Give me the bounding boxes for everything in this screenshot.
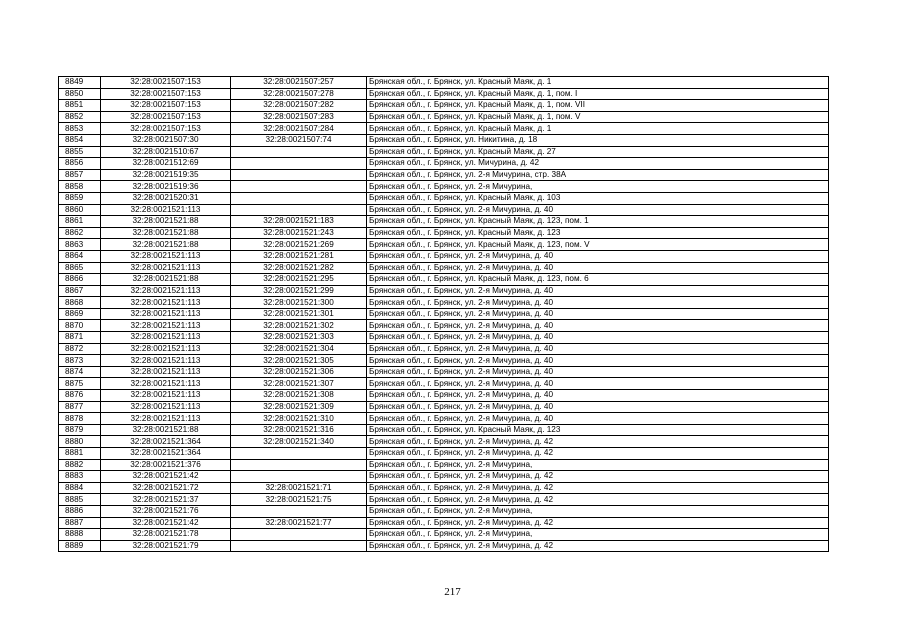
row-number-cell: 8876 [59, 390, 101, 402]
object-number-cell: 32:28:0021507:284 [231, 123, 367, 135]
parcel-number-cell: 32:28:0021510:67 [101, 146, 231, 158]
row-number-cell: 8861 [59, 216, 101, 228]
parcel-number-cell: 32:28:0021521:88 [101, 227, 231, 239]
address-cell: Брянская обл., г. Брянск, ул. 2-я Мичурина, [367, 505, 829, 517]
row-number-cell: 8858 [59, 181, 101, 193]
object-number-cell: 32:28:0021521:307 [231, 378, 367, 390]
address-cell: Брянская обл., г. Брянск, ул. 2-я Мичурина, д. 40 [367, 366, 829, 378]
parcel-number-cell: 32:28:0021521:376 [101, 459, 231, 471]
page-number: 217 [444, 586, 461, 598]
row-number-cell: 8877 [59, 401, 101, 413]
parcel-number-cell: 32:28:0021521:364 [101, 448, 231, 460]
row-number-cell: 8872 [59, 343, 101, 355]
object-number-cell [231, 505, 367, 517]
parcel-number-cell: 32:28:0021507:153 [101, 123, 231, 135]
address-cell: Брянская обл., г. Брянск, ул. 2-я Мичурина, д. 40 [367, 285, 829, 297]
row-number-cell: 8882 [59, 459, 101, 471]
object-number-cell [231, 471, 367, 483]
row-number-cell: 8875 [59, 378, 101, 390]
parcel-number-cell: 32:28:0021520:31 [101, 192, 231, 204]
object-number-cell: 32:28:0021521:71 [231, 482, 367, 494]
table-row [59, 308, 829, 320]
parcel-number-cell: 32:28:0021521:72 [101, 482, 231, 494]
object-number-cell [231, 529, 367, 541]
row-number-cell: 8849 [59, 77, 101, 89]
parcel-number-cell: 32:28:0021521:79 [101, 540, 231, 552]
table-row [59, 343, 829, 355]
parcel-number-cell: 32:28:0021521:42 [101, 471, 231, 483]
object-number-cell: 32:28:0021521:281 [231, 250, 367, 262]
row-number-cell: 8881 [59, 448, 101, 460]
object-number-cell: 32:28:0021507:282 [231, 100, 367, 112]
parcel-number-cell: 32:28:0021519:36 [101, 181, 231, 193]
row-number-cell: 8883 [59, 471, 101, 483]
parcel-number-cell: 32:28:0021521:88 [101, 274, 231, 286]
parcel-number-cell: 32:28:0021521:113 [101, 366, 231, 378]
object-number-cell: 32:28:0021521:301 [231, 308, 367, 320]
address-cell: Брянская обл., г. Брянск, ул. 2-я Мичурина, д. 42 [367, 540, 829, 552]
address-cell: Брянская обл., г. Брянск, ул. Красный Маяк, д. 1, пом. V [367, 111, 829, 123]
table-row [59, 88, 829, 100]
parcel-number-cell: 32:28:0021521:88 [101, 239, 231, 251]
address-cell: Брянская обл., г. Брянск, ул. Красный Маяк, д. 1, пом. I [367, 88, 829, 100]
row-number-cell: 8864 [59, 250, 101, 262]
object-number-cell: 32:28:0021521:75 [231, 494, 367, 506]
object-number-cell [231, 169, 367, 181]
object-number-cell: 32:28:0021521:308 [231, 390, 367, 402]
table-row [59, 216, 829, 228]
object-number-cell: 32:28:0021521:269 [231, 239, 367, 251]
address-cell: Брянская обл., г. Брянск, ул. Красный Маяк, д. 103 [367, 192, 829, 204]
parcel-number-cell: 32:28:0021507:30 [101, 134, 231, 146]
table-row [59, 262, 829, 274]
table-row [59, 529, 829, 541]
table-row [59, 540, 829, 552]
table-row [59, 192, 829, 204]
table-row [59, 366, 829, 378]
object-number-cell: 32:28:0021521:309 [231, 401, 367, 413]
table-row [59, 424, 829, 436]
object-number-cell: 32:28:0021521:299 [231, 285, 367, 297]
table-row [59, 390, 829, 402]
address-cell: Брянская обл., г. Брянск, ул. Красный Маяк, д. 123, пом. 6 [367, 274, 829, 286]
address-cell: Брянская обл., г. Брянск, ул. 2-я Мичурина, [367, 459, 829, 471]
parcel-number-cell: 32:28:0021521:113 [101, 378, 231, 390]
table-row [59, 123, 829, 135]
address-cell: Брянская обл., г. Брянск, ул. 2-я Мичурина, стр. 38А [367, 169, 829, 181]
table-row [59, 239, 829, 251]
parcel-number-cell: 32:28:0021519:35 [101, 169, 231, 181]
parcel-number-cell: 32:28:0021521:113 [101, 355, 231, 367]
object-number-cell: 32:28:0021507:278 [231, 88, 367, 100]
address-cell: Брянская обл., г. Брянск, ул. Красный Маяк, д. 27 [367, 146, 829, 158]
table-row [59, 413, 829, 425]
table-row [59, 285, 829, 297]
row-number-cell: 8884 [59, 482, 101, 494]
table-row [59, 471, 829, 483]
table-row [59, 146, 829, 158]
cadastral-table-body [59, 77, 829, 552]
address-cell: Брянская обл., г. Брянск, ул. 2-я Мичурина, д. 40 [367, 413, 829, 425]
row-number-cell: 8886 [59, 505, 101, 517]
row-number-cell: 8853 [59, 123, 101, 135]
table-row [59, 274, 829, 286]
table-row [59, 250, 829, 262]
parcel-number-cell: 32:28:0021521:113 [101, 204, 231, 216]
object-number-cell: 32:28:0021521:295 [231, 274, 367, 286]
parcel-number-cell: 32:28:0021521:113 [101, 320, 231, 332]
address-cell: Брянская обл., г. Брянск, ул. Красный Маяк, д. 123, пом. V [367, 239, 829, 251]
row-number-cell: 8887 [59, 517, 101, 529]
address-cell: Брянская обл., г. Брянск, ул. 2-я Мичурина, д. 40 [367, 401, 829, 413]
address-cell: Брянская обл., г. Брянск, ул. 2-я Мичурина, д. 40 [367, 308, 829, 320]
row-number-cell: 8879 [59, 424, 101, 436]
address-cell: Брянская обл., г. Брянск, ул. 2-я Мичурина, [367, 181, 829, 193]
table-row [59, 297, 829, 309]
table-row [59, 111, 829, 123]
object-number-cell: 32:28:0021521:243 [231, 227, 367, 239]
address-cell: Брянская обл., г. Брянск, ул. 2-я Мичурина, д. 40 [367, 320, 829, 332]
parcel-number-cell: 32:28:0021521:113 [101, 285, 231, 297]
row-number-cell: 8870 [59, 320, 101, 332]
object-number-cell: 32:28:0021521:305 [231, 355, 367, 367]
object-number-cell: 32:28:0021521:282 [231, 262, 367, 274]
parcel-number-cell: 32:28:0021521:113 [101, 262, 231, 274]
row-number-cell: 8854 [59, 134, 101, 146]
object-number-cell: 32:28:0021521:306 [231, 366, 367, 378]
address-cell: Брянская обл., г. Брянск, ул. 2-я Мичурина, д. 42 [367, 448, 829, 460]
address-cell: Брянская обл., г. Брянск, ул. 2-я Мичурина, д. 42 [367, 517, 829, 529]
address-cell: Брянская обл., г. Брянск, ул. 2-я Мичурина, д. 40 [367, 355, 829, 367]
row-number-cell: 8865 [59, 262, 101, 274]
object-number-cell: 32:28:0021521:183 [231, 216, 367, 228]
address-cell: Брянская обл., г. Брянск, ул. Красный Маяк, д. 123 [367, 227, 829, 239]
parcel-number-cell: 32:28:0021521:113 [101, 250, 231, 262]
object-number-cell: 32:28:0021521:303 [231, 332, 367, 344]
parcel-number-cell: 32:28:0021507:153 [101, 77, 231, 89]
address-cell: Брянская обл., г. Брянск, ул. Красный Маяк, д. 123 [367, 424, 829, 436]
address-cell: Брянская обл., г. Брянск, ул. 2-я Мичурина, д. 42 [367, 436, 829, 448]
row-number-cell: 8868 [59, 297, 101, 309]
object-number-cell [231, 448, 367, 460]
parcel-number-cell: 32:28:0021507:153 [101, 100, 231, 112]
address-cell: Брянская обл., г. Брянск, ул. Красный Маяк, д. 1 [367, 77, 829, 89]
address-cell: Брянская обл., г. Брянск, ул. 2-я Мичурина, д. 40 [367, 343, 829, 355]
address-cell: Брянская обл., г. Брянск, ул. 2-я Мичурина, д. 40 [367, 262, 829, 274]
table-row [59, 100, 829, 112]
object-number-cell [231, 146, 367, 158]
row-number-cell: 8857 [59, 169, 101, 181]
parcel-number-cell: 32:28:0021507:153 [101, 111, 231, 123]
row-number-cell: 8851 [59, 100, 101, 112]
address-cell: Брянская обл., г. Брянск, ул. 2-я Мичурина, д. 40 [367, 297, 829, 309]
object-number-cell: 32:28:0021521:300 [231, 297, 367, 309]
row-number-cell: 8856 [59, 158, 101, 170]
row-number-cell: 8888 [59, 529, 101, 541]
table-row [59, 517, 829, 529]
object-number-cell: 32:28:0021507:283 [231, 111, 367, 123]
address-cell: Брянская обл., г. Брянск, ул. 2-я Мичурина, д. 40 [367, 390, 829, 402]
address-cell: Брянская обл., г. Брянск, ул. 2-я Мичурина, д. 40 [367, 204, 829, 216]
address-cell: Брянская обл., г. Брянск, ул. 2-я Мичурина, д. 40 [367, 250, 829, 262]
row-number-cell: 8855 [59, 146, 101, 158]
row-number-cell: 8873 [59, 355, 101, 367]
address-cell: Брянская обл., г. Брянск, ул. 2-я Мичурина, д. 40 [367, 332, 829, 344]
object-number-cell [231, 204, 367, 216]
object-number-cell [231, 540, 367, 552]
row-number-cell: 8850 [59, 88, 101, 100]
row-number-cell: 8863 [59, 239, 101, 251]
parcel-number-cell: 32:28:0021521:88 [101, 216, 231, 228]
address-cell: Брянская обл., г. Брянск, ул. Красный Маяк, д. 1, пом. VII [367, 100, 829, 112]
row-number-cell: 8871 [59, 332, 101, 344]
address-cell: Брянская обл., г. Брянск, ул. 2-я Мичурина, д. 42 [367, 494, 829, 506]
object-number-cell: 32:28:0021521:310 [231, 413, 367, 425]
parcel-number-cell: 32:28:0021521:113 [101, 401, 231, 413]
row-number-cell: 8878 [59, 413, 101, 425]
table-row [59, 158, 829, 170]
address-cell: Брянская обл., г. Брянск, ул. Красный Маяк, д. 1 [367, 123, 829, 135]
row-number-cell: 8869 [59, 308, 101, 320]
table-row [59, 448, 829, 460]
parcel-number-cell: 32:28:0021521:88 [101, 424, 231, 436]
row-number-cell: 8885 [59, 494, 101, 506]
table-row [59, 378, 829, 390]
table-row [59, 459, 829, 471]
parcel-number-cell: 32:28:0021521:37 [101, 494, 231, 506]
row-number-cell: 8889 [59, 540, 101, 552]
table-row [59, 227, 829, 239]
table-row [59, 436, 829, 448]
address-cell: Брянская обл., г. Брянск, ул. 2-я Мичурина, д. 42 [367, 482, 829, 494]
address-cell: Брянская обл., г. Брянск, ул. Никитина, д. 18 [367, 134, 829, 146]
address-cell: Брянская обл., г. Брянск, ул. Красный Маяк, д. 123, пом. 1 [367, 216, 829, 228]
object-number-cell [231, 459, 367, 471]
parcel-number-cell: 32:28:0021521:113 [101, 332, 231, 344]
object-number-cell: 32:28:0021521:302 [231, 320, 367, 332]
table-row [59, 494, 829, 506]
parcel-number-cell: 32:28:0021507:153 [101, 88, 231, 100]
address-cell: Брянская обл., г. Брянск, ул. 2-я Мичурина, д. 42 [367, 471, 829, 483]
row-number-cell: 8867 [59, 285, 101, 297]
parcel-number-cell: 32:28:0021521:113 [101, 297, 231, 309]
row-number-cell: 8860 [59, 204, 101, 216]
address-cell: Брянская обл., г. Брянск, ул. 2-я Мичурина, д. 40 [367, 378, 829, 390]
parcel-number-cell: 32:28:0021521:113 [101, 308, 231, 320]
object-number-cell [231, 192, 367, 204]
row-number-cell: 8874 [59, 366, 101, 378]
object-number-cell: 32:28:0021521:77 [231, 517, 367, 529]
row-number-cell: 8852 [59, 111, 101, 123]
table-row [59, 181, 829, 193]
row-number-cell: 8866 [59, 274, 101, 286]
parcel-number-cell: 32:28:0021521:113 [101, 343, 231, 355]
cadastral-table [58, 76, 829, 552]
object-number-cell: 32:28:0021521:304 [231, 343, 367, 355]
object-number-cell: 32:28:0021507:74 [231, 134, 367, 146]
object-number-cell: 32:28:0021521:340 [231, 436, 367, 448]
parcel-number-cell: 32:28:0021521:76 [101, 505, 231, 517]
address-cell: Брянская обл., г. Брянск, ул. 2-я Мичурина, [367, 529, 829, 541]
row-number-cell: 8862 [59, 227, 101, 239]
object-number-cell: 32:28:0021521:316 [231, 424, 367, 436]
table-row [59, 482, 829, 494]
parcel-number-cell: 32:28:0021521:113 [101, 390, 231, 402]
object-number-cell [231, 181, 367, 193]
parcel-number-cell: 32:28:0021521:364 [101, 436, 231, 448]
table-row [59, 169, 829, 181]
table-row [59, 332, 829, 344]
address-cell: Брянская обл., г. Брянск, ул. Мичурина, д. 42 [367, 158, 829, 170]
object-number-cell: 32:28:0021507:257 [231, 77, 367, 89]
parcel-number-cell: 32:28:0021512:69 [101, 158, 231, 170]
table-row [59, 355, 829, 367]
row-number-cell: 8880 [59, 436, 101, 448]
table-row [59, 505, 829, 517]
parcel-number-cell: 32:28:0021521:42 [101, 517, 231, 529]
table-row [59, 204, 829, 216]
table-row [59, 77, 829, 89]
table-row [59, 134, 829, 146]
table-row [59, 320, 829, 332]
parcel-number-cell: 32:28:0021521:78 [101, 529, 231, 541]
table-row [59, 401, 829, 413]
row-number-cell: 8859 [59, 192, 101, 204]
parcel-number-cell: 32:28:0021521:113 [101, 413, 231, 425]
object-number-cell [231, 158, 367, 170]
